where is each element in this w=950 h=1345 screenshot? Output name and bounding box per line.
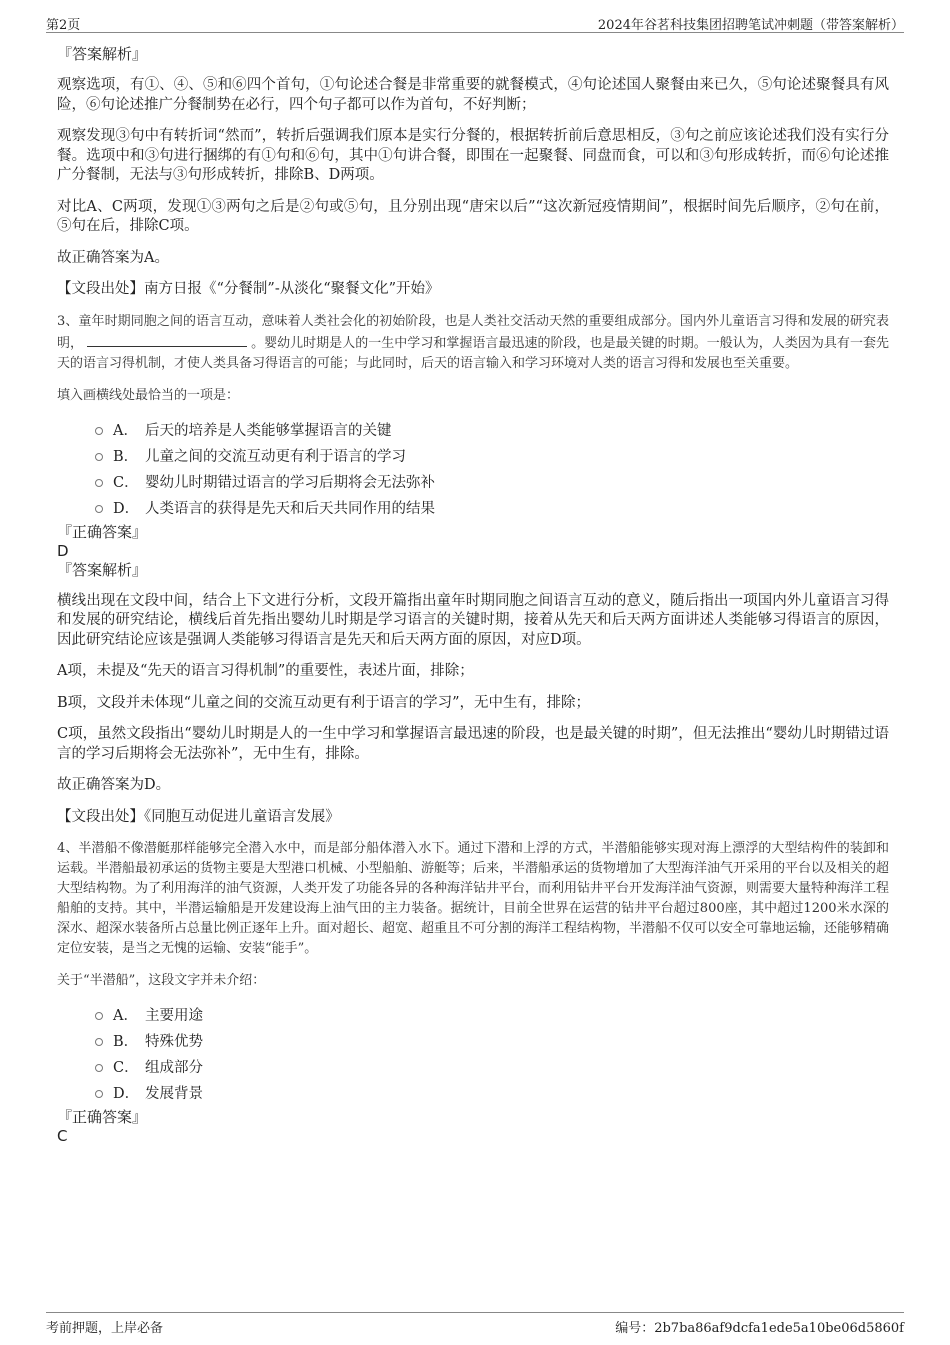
q3-option-d[interactable]: D． 人类语言的获得是先天和后天共同作用的结果	[95, 496, 889, 522]
q3-prompt: 填入画横线处最恰当的一项是：	[57, 387, 240, 403]
q4-option-d[interactable]: D． 发展背景	[95, 1081, 889, 1107]
footer-slogan: 考前押题，上岸必备	[46, 1321, 164, 1336]
q3-conclusion: 故正确答案为D。	[57, 777, 171, 793]
q2-analysis-label: 『答案解析』	[57, 45, 148, 63]
radio-icon[interactable]	[95, 427, 103, 435]
radio-icon[interactable]	[95, 1064, 103, 1072]
page-content	[57, 44, 889, 1145]
q4-correct-answer: C	[57, 1127, 68, 1145]
q3-options	[95, 418, 889, 522]
q3-correct-answer: D	[57, 541, 69, 560]
document-id: 编号：2b7ba86af9dcfa1ede5a10be06d5860f	[615, 1321, 904, 1336]
q3-correct-label: 『正确答案』	[57, 522, 148, 541]
q4-options	[95, 1003, 889, 1107]
q3-option-a[interactable]: A． 后天的培养是人类能够掌握语言的关键	[95, 418, 889, 444]
q3-stem: 3、童年时期同胞之间的语言互动，意味着人类社会化的初始阶段，也是人类社交活动天然的重要组成部分。国内外儿童语言习得和发展的研究表明， 。婴幼儿时期是人的一生中学习和掌握语言最迅速的阶段，也是最关键的时期。一般认为，人类因为具有一套先天的语言习得机制，才使人类具备习得语言的可能；与此同时，后天的语言输入和学习环境对人类的语言习得和发展也至关重要。	[57, 313, 889, 371]
q4-stem: 4、半潜船不像潜艇那样能够完全潜入水中，而是部分船体潜入水下。通过下潜和上浮的方式，半潜船能够实现对海上漂浮的大型结构件的装卸和运载。半潜船最初承运的货物主要是大型港口机械、小型船舶、游艇等；后来，半潜船承运的货物增加了大型海洋油气开采用的平台以及相关的超大型结构物。为了利用海洋的油气资源，人类开发了功能各异的各种海洋钻井平台，而利用钻井平台开发海洋油气资源，则需要大量特种海洋工程船舶的支持。其中，半潜运输船是开发建设海上油气田的主力装备。据统计，目前全世界在运营的钻井平台超过800座，其中超过1200米水深的深水、超深水装备所占总量比例正逐年上升。面对超长、超宽、超重且不可分割的海洋工程结构物，半潜船不仅可以安全可靠地运输，还能够精确定位安装，是当之无愧的运输、安装“能手”。	[57, 841, 890, 956]
q2-analysis-p2: 观察发现③句中有转折词“然而”，转折后强调我们原本是实行分餐的，根据转折前后意思相反，③句之前应该论述我们没有实行分餐。选项中和③句进行捆绑的有①句和⑥句，其中①句讲合餐，即围在一起聚餐、同盘而食，可以和③句形成转折，而⑥句论述推广分餐制，无法与③句形成转折，排除B、D两项。	[57, 128, 889, 183]
q4-prompt: 关于“半潜船”，这段文字并未介绍：	[57, 973, 266, 988]
q3-analysis-p3: B项，文段并未体现“儿童之间的交流互动更有利于语言的学习”，无中生有，排除；	[57, 694, 590, 711]
q4-option-b[interactable]: B． 特殊优势	[95, 1029, 889, 1055]
fill-blank-line	[87, 332, 247, 347]
q4-option-a[interactable]: A． 主要用途	[95, 1003, 889, 1029]
q2-analysis-p1: 观察选项，有①、④、⑤和⑥四个首句，①句论述合餐是非常重要的就餐模式，④句论述国人聚餐由来已久，⑤句论述聚餐具有风险，⑥句论述推广分餐制势在必行，四个句子都可以作为首句，不好判断；	[57, 77, 889, 113]
q3-analysis-p2: A项，未提及“先天的语言习得机制”的重要性，表述片面，排除；	[57, 663, 474, 679]
radio-icon[interactable]	[95, 1090, 103, 1098]
q2-source: 【文段出处】南方日报《“分餐制”-从淡化“聚餐文化”开始》	[57, 281, 440, 297]
radio-icon[interactable]	[95, 479, 103, 487]
q4-option-c[interactable]: C． 组成部分	[95, 1055, 889, 1081]
radio-icon[interactable]	[95, 1012, 103, 1020]
q3-analysis-p4: C项，虽然文段指出“婴幼儿时期是人的一生中学习和掌握语言最迅速的阶段，也是最关键的时期”，但无法推出“婴幼儿时期错过语言的学习后期将会无法弥补”，无中生有，排除。	[57, 726, 889, 762]
q3-option-c[interactable]: C． 婴幼儿时期错过语言的学习后期将会无法弥补	[95, 470, 889, 496]
document-title: 2024年谷茗科技集团招聘笔试冲刺题（带答案解析）	[597, 18, 904, 33]
radio-icon[interactable]	[95, 453, 103, 461]
page-number: 第2页	[46, 18, 81, 33]
q3-analysis-p1: 横线出现在文段中间，结合上下文进行分析，文段开篇指出童年时期同胞之间语言互动的意义，随后指出一项国内外儿童语言习得和发展的研究结论，横线后首先指出婴幼儿时期是学习语言的关键时期，接着从先天和后天两方面讲述人类能够习得语言的原因，因此研究结论应该是强调人类能够习得语言是先天和后天两方面的原因，对应D项。	[57, 592, 889, 648]
radio-icon[interactable]	[95, 1038, 103, 1046]
q2-analysis-p3: 对比A、C两项，发现①③两句之后是②句或⑤句，且分别出现“唐宋以后”“这次新冠疫情期间”，根据时间先后顺序，②句在前，⑤句在后，排除C项。	[57, 198, 889, 234]
radio-icon[interactable]	[95, 505, 103, 513]
q3-source: 【文段出处】《同胞互动促进儿童语言发展》	[57, 808, 340, 825]
q3-analysis-label: 『答案解析』	[57, 560, 148, 579]
q4-correct-label: 『正确答案』	[57, 1108, 148, 1126]
q2-conclusion: 故正确答案为A。	[57, 249, 169, 266]
q3-option-b[interactable]: B． 儿童之间的交流互动更有利于语言的学习	[95, 444, 889, 470]
page-header	[46, 12, 904, 33]
page-footer	[46, 1312, 904, 1335]
